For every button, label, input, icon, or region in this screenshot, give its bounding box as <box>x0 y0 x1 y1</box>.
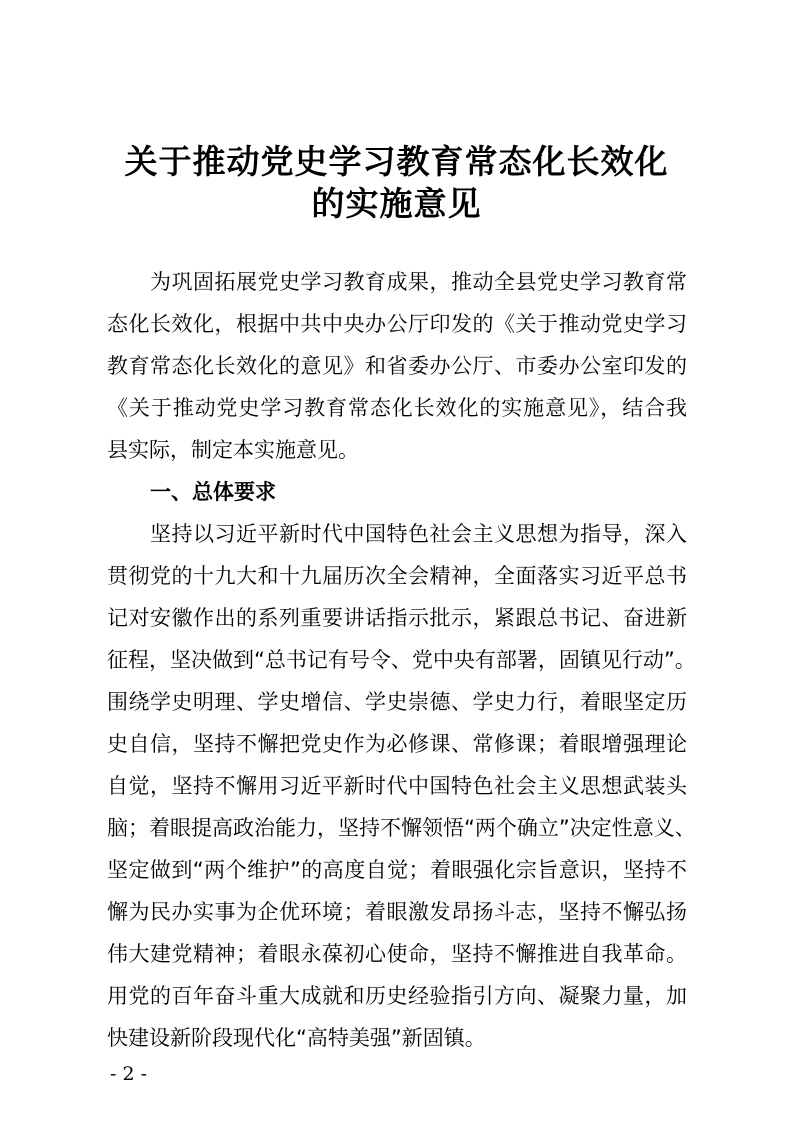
paragraph-2-line-2: 贯彻党的十九大和十九届历次全会精神，全面落实习近平总书 <box>107 564 687 588</box>
paragraph-2-line-9: 坚定做到“两个维护”的高度自觉；着眼强化宗旨意识，坚持不 <box>107 858 687 882</box>
paragraph-2-line-8: 脑；着眼提高政治能力，坚持不懈领悟“两个确立”决定性意义、 <box>107 816 696 840</box>
paragraph-2-line-12: 用党的百年奋斗重大成就和历史经验指引方向、凝聚力量，加 <box>107 984 687 1008</box>
paragraph-1-line-3: 教育常态化长效化的意见》和省委办公厅、市委办公室印发的 <box>107 354 687 378</box>
page-number: - 2 - <box>110 1063 148 1085</box>
paragraph-2-line-10: 懈为民办实事为企优环境；着眼激发昂扬斗志，坚持不懈弘扬 <box>107 900 687 924</box>
paragraph-2-line-4: 征程，坚决做到“总书记有号令、党中央有部署，固镇见行动”。 <box>107 648 696 672</box>
paragraph-2-line-13: 快建设新阶段现代化“高特美强”新固镇。 <box>107 1026 486 1050</box>
section-1-heading: 一、总体要求 <box>150 480 276 504</box>
document-title-line-1: 关于推动党史学习教育常态化长效化 <box>124 142 669 181</box>
paragraph-2-line-1: 坚持以习近平新时代中国特色社会主义思想为指导，深入 <box>150 522 687 546</box>
paragraph-2-line-7: 自觉，坚持不懈用习近平新时代中国特色社会主义思想武装头 <box>107 774 687 798</box>
paragraph-1-line-1: 为巩固拓展党史学习教育成果，推动全县党史学习教育常 <box>150 270 687 294</box>
paragraph-2-line-6: 史自信，坚持不懈把党史作为必修课、常修课；着眼增强理论 <box>107 732 687 756</box>
paragraph-1-line-4: 《关于推动党史学习教育常态化长效化的实施意见》，结合我 <box>107 396 687 420</box>
document-title-line-2: 的实施意见 <box>311 184 482 223</box>
paragraph-2-line-5: 围绕学史明理、学史增信、学史崇德、学史力行，着眼坚定历 <box>107 690 687 714</box>
paragraph-2-line-3: 记对安徽作出的系列重要讲话指示批示，紧跟总书记、奋进新 <box>107 606 687 630</box>
paragraph-1-line-2: 态化长效化，根据中共中央办公厅印发的《关于推动党史学习 <box>107 312 687 336</box>
paragraph-1-line-5: 县实际，制定本实施意见。 <box>107 438 359 462</box>
paragraph-2-line-11: 伟大建党精神；着眼永葆初心使命，坚持不懈推进自我革命。 <box>107 942 687 966</box>
